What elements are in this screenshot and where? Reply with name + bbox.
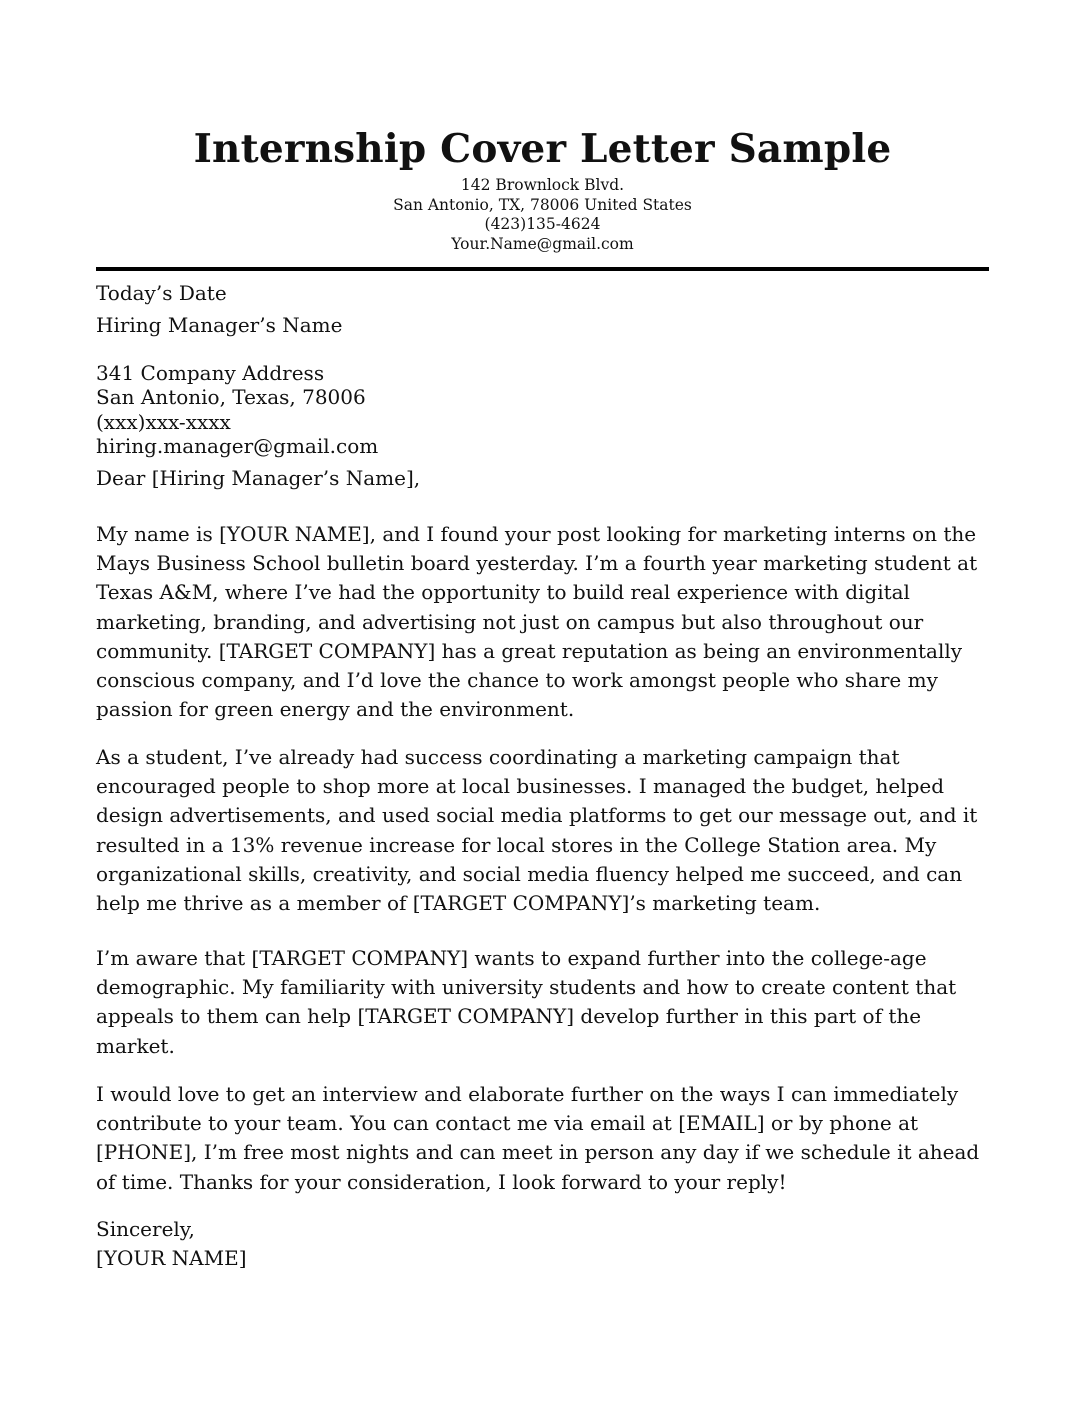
sender-city-line: San Antonio, TX, 78006 United States: [393, 195, 692, 214]
paragraph-line: passion for green energy and the environment.: [96, 697, 575, 722]
recipient-address-block: [96, 361, 996, 458]
recipient-phone: (xxx)xxx-xxxx: [96, 409, 231, 434]
sender-contact-block: [0, 176, 1085, 255]
paragraph-line: I would love to get an interview and elaborate further on the ways I can immediately: [96, 1082, 959, 1106]
salutation: Dear [Hiring Manager’s Name],: [96, 466, 421, 490]
paragraph-line: appeals to them can help [TARGET COMPANY] develop further in this part of the: [96, 1004, 922, 1029]
paragraph-line: organizational skills, creativity, and social media fluency helped me succeed, and can: [96, 861, 963, 886]
recipient-city-line: San Antonio, Texas, 78006: [96, 385, 366, 410]
paragraph-line: help me thrive as a member of [TARGET COMPANY]’s marketing team.: [96, 891, 821, 916]
recipient-street: 341 Company Address: [96, 361, 325, 385]
paragraph-line: design advertisements, and used social media platforms to get our message out, and it: [96, 803, 978, 828]
paragraph-line: marketing, branding, and advertising not just on campus but also throughout our: [96, 609, 924, 634]
paragraph-4: [96, 1080, 996, 1197]
paragraph-line: My name is [YOUR NAME], and I found your post looking for marketing interns on the: [96, 522, 977, 546]
closing-block: [96, 1215, 996, 1273]
paragraph-1: [96, 520, 996, 724]
sender-phone: (423)135-4624: [484, 215, 601, 234]
closing: Sincerely,: [96, 1217, 195, 1241]
paragraph-2: [96, 743, 996, 918]
salutation-line: [96, 464, 996, 493]
paragraph-line: market.: [96, 1033, 175, 1058]
paragraph-line: I’m aware that [TARGET COMPANY] wants to expand further into the college-age: [96, 946, 927, 970]
paragraph-line: Mays Business School bulletin board yesterday. I’m a fourth year marketing student at: [96, 551, 978, 576]
paragraph-line: demographic. My familiarity with university students and how to create content that: [96, 975, 957, 1000]
recipient-email: hiring.manager@gmail.com: [96, 433, 379, 458]
paragraph-line: [PHONE], I’m free most nights and can meet in person any day if we schedule it ahead: [96, 1140, 980, 1165]
paragraph-line: of time. Thanks for your consideration, I look forward to your reply!: [96, 1169, 787, 1194]
header-divider: [96, 267, 989, 271]
sender-email: Your.Name@gmail.com: [451, 235, 634, 254]
paragraph-line: community. [TARGET COMPANY] has a great reputation as being an environmentally: [96, 638, 963, 663]
letter-date: Today’s Date: [96, 281, 227, 305]
signature-name: [YOUR NAME]: [96, 1246, 247, 1271]
date-line: [96, 279, 996, 308]
paragraph-line: resulted in a 13% revenue increase for local stores in the College Station area. My: [96, 832, 937, 857]
sender-street: 142 Brownlock Blvd.: [460, 176, 625, 194]
paragraph-line: contribute to your team. You can contact me via email at [EMAIL] or by phone at: [96, 1111, 919, 1136]
paragraph-line: conscious company, and I’d love the chance to work amongst people who share my: [96, 668, 938, 693]
paragraph-3: [96, 944, 996, 1061]
document-title: Internship Cover Letter Sample: [193, 126, 892, 172]
paragraph-line: As a student, I’ve already had success coordinating a marketing campaign that: [96, 745, 900, 769]
recipient-name: Hiring Manager’s Name: [96, 313, 343, 337]
paragraph-line: Texas A&M, where I’ve had the opportunity to build real experience with digital: [96, 580, 910, 605]
recipient-name-line: [96, 311, 996, 340]
paragraph-line: encouraged people to shop more at local businesses. I managed the budget, helped: [96, 774, 945, 799]
